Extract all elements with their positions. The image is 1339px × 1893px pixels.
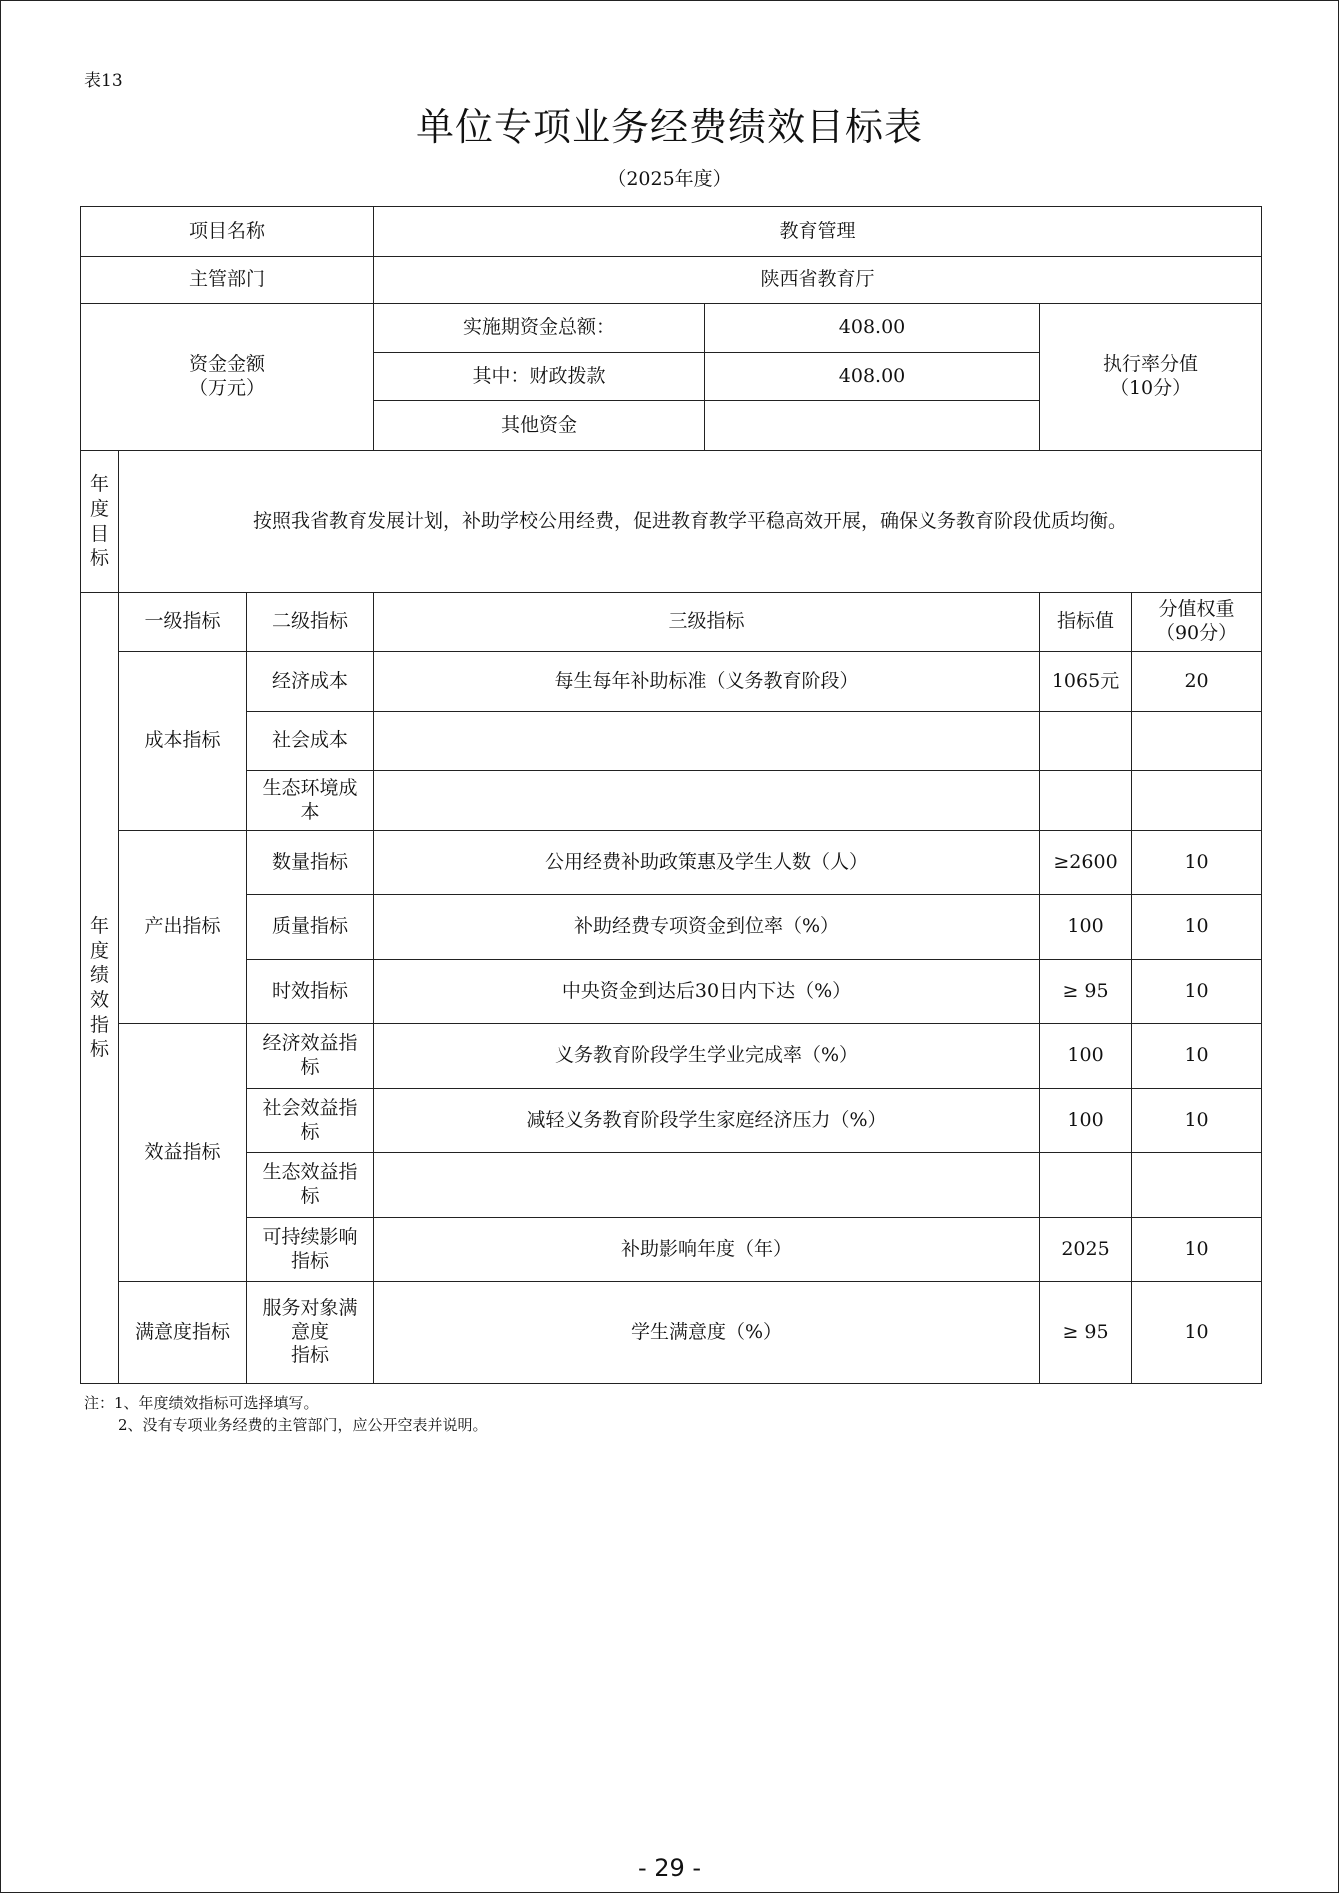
value-cell xyxy=(1040,771,1132,831)
indicators-side-label xyxy=(81,593,119,1384)
level2-cell-text: 服务对象满意度 指标 xyxy=(262,1296,358,1367)
level2-cell xyxy=(247,1153,374,1218)
weight-cell: 10 xyxy=(1132,831,1262,895)
table-row xyxy=(81,1218,1262,1282)
value-cell: 1065元 xyxy=(1040,652,1132,712)
level3-cell: 补助经费专项资金到位率（%） xyxy=(374,895,1040,960)
table-row xyxy=(81,1282,1262,1384)
department-row xyxy=(81,257,1262,304)
weight-cell: 20 xyxy=(1132,652,1262,712)
header-value: 指标值 xyxy=(1040,593,1132,652)
level2-cell xyxy=(247,1218,374,1282)
table-label: 表13 xyxy=(84,71,123,91)
header-level3: 三级指标 xyxy=(374,593,1040,652)
table-row xyxy=(81,960,1262,1024)
funds-label-text: 资金金额 （万元） xyxy=(189,353,266,399)
table-row xyxy=(81,712,1262,771)
other-funds-label: 其他资金 xyxy=(374,401,705,451)
level2-cell xyxy=(247,1089,374,1153)
level3-cell: 每生每年补助标准（义务教育阶段） xyxy=(374,652,1040,712)
project-name-row xyxy=(81,207,1262,257)
annual-goal-text: 按照我省教育发展计划，补助学校公用经费，促进教育教学平稳高效开展，确保义务教育阶段优质均衡。 xyxy=(119,451,1262,593)
indicators-side-label-text: 年度绩效指标 xyxy=(89,914,109,1061)
value-cell: 100 xyxy=(1040,1089,1132,1153)
table-row xyxy=(81,652,1262,712)
department-value: 陕西省教育厅 xyxy=(374,257,1262,304)
value-cell xyxy=(1040,712,1132,771)
level2-cell xyxy=(247,1024,374,1089)
total-funds-label: 实施期资金总额： xyxy=(374,304,705,353)
annual-goal-label xyxy=(81,451,119,593)
total-funds-value: 408.00 xyxy=(705,304,1040,353)
level3-cell xyxy=(374,1153,1040,1218)
funds-total-row xyxy=(81,304,1262,353)
level2-cell: 时效指标 xyxy=(247,960,374,1024)
header-weight-text: 分值权重 （90分） xyxy=(1155,598,1238,644)
level1-cell: 产出指标 xyxy=(119,831,247,1024)
weight-cell xyxy=(1132,712,1262,771)
level1-cell: 满意度指标 xyxy=(119,1282,247,1384)
level2-cell: 经济成本 xyxy=(247,652,374,712)
weight-cell: 10 xyxy=(1132,960,1262,1024)
indicator-header-row xyxy=(81,593,1262,652)
performance-goal-table xyxy=(80,206,1262,1384)
level2-cell-text: 社会效益指标 xyxy=(262,1096,358,1143)
value-cell: 2025 xyxy=(1040,1218,1132,1282)
footnote-2: 2、没有专项业务经费的主管部门，应公开空表并说明。 xyxy=(118,1415,488,1434)
fiscal-funds-value: 408.00 xyxy=(705,353,1040,401)
value-cell: ≥ 95 xyxy=(1040,1282,1132,1384)
weight-cell: 10 xyxy=(1132,1089,1262,1153)
weight-cell: 10 xyxy=(1132,1024,1262,1089)
header-level1: 一级指标 xyxy=(119,593,247,652)
table-row xyxy=(81,895,1262,960)
weight-cell xyxy=(1132,1153,1262,1218)
project-name-value: 教育管理 xyxy=(374,207,1262,257)
department-label: 主管部门 xyxy=(81,257,374,304)
level3-cell: 中央资金到达后30日内下达（%） xyxy=(374,960,1040,1024)
header-level2: 二级指标 xyxy=(247,593,374,652)
footnote-1: 注：1、年度绩效指标可选择填写。 xyxy=(84,1394,319,1412)
project-name-label: 项目名称 xyxy=(81,207,374,257)
level2-cell: 质量指标 xyxy=(247,895,374,960)
level1-cell: 效益指标 xyxy=(119,1024,247,1282)
table-row xyxy=(81,1089,1262,1153)
exec-rate-label-text: 执行率分值 （10分） xyxy=(1103,353,1199,399)
value-cell xyxy=(1040,1153,1132,1218)
funds-label xyxy=(81,304,374,451)
level3-cell xyxy=(374,771,1040,831)
annual-goal-row xyxy=(81,451,1262,593)
footnotes xyxy=(84,1393,488,1437)
level3-cell: 减轻义务教育阶段学生家庭经济压力（%） xyxy=(374,1089,1040,1153)
table-row xyxy=(81,1153,1262,1218)
level2-cell: 数量指标 xyxy=(247,831,374,895)
page-subtitle: （2025年度） xyxy=(607,168,732,190)
value-cell: 100 xyxy=(1040,1024,1132,1089)
level3-cell: 补助影响年度（年） xyxy=(374,1218,1040,1282)
header-weight xyxy=(1132,593,1262,652)
weight-cell: 10 xyxy=(1132,1282,1262,1384)
annual-goal-label-text: 年度目标 xyxy=(89,473,109,570)
exec-rate-label xyxy=(1040,304,1262,451)
level3-cell: 公用经费补助政策惠及学生人数（人） xyxy=(374,831,1040,895)
page-number: - 29 - xyxy=(637,1854,702,1882)
page-title: 单位专项业务经费绩效目标表 xyxy=(415,105,923,149)
level2-cell-text: 经济效益指标 xyxy=(262,1032,358,1078)
weight-cell: 10 xyxy=(1132,895,1262,960)
fiscal-funds-label: 其中：财政拨款 xyxy=(374,353,705,401)
level3-cell: 学生满意度（%） xyxy=(374,1282,1040,1384)
value-cell: 100 xyxy=(1040,895,1132,960)
level3-cell: 义务教育阶段学生学业完成率（%） xyxy=(374,1024,1040,1089)
level2-cell xyxy=(247,771,374,831)
value-cell: ≥ 95 xyxy=(1040,960,1132,1024)
level2-cell xyxy=(247,1282,374,1384)
level2-cell-text: 生态环境成本 xyxy=(262,776,358,823)
level2-cell: 社会成本 xyxy=(247,712,374,771)
table-row xyxy=(81,1024,1262,1089)
weight-cell: 10 xyxy=(1132,1218,1262,1282)
table-row xyxy=(81,831,1262,895)
level3-cell xyxy=(374,712,1040,771)
level2-cell-text: 可持续影响指标 xyxy=(262,1225,358,1272)
level1-cell: 成本指标 xyxy=(119,652,247,831)
value-cell: ≥2600 xyxy=(1040,831,1132,895)
other-funds-value xyxy=(705,401,1040,451)
level2-cell-text: 生态效益指标 xyxy=(262,1161,358,1207)
weight-cell xyxy=(1132,771,1262,831)
table-row xyxy=(81,771,1262,831)
